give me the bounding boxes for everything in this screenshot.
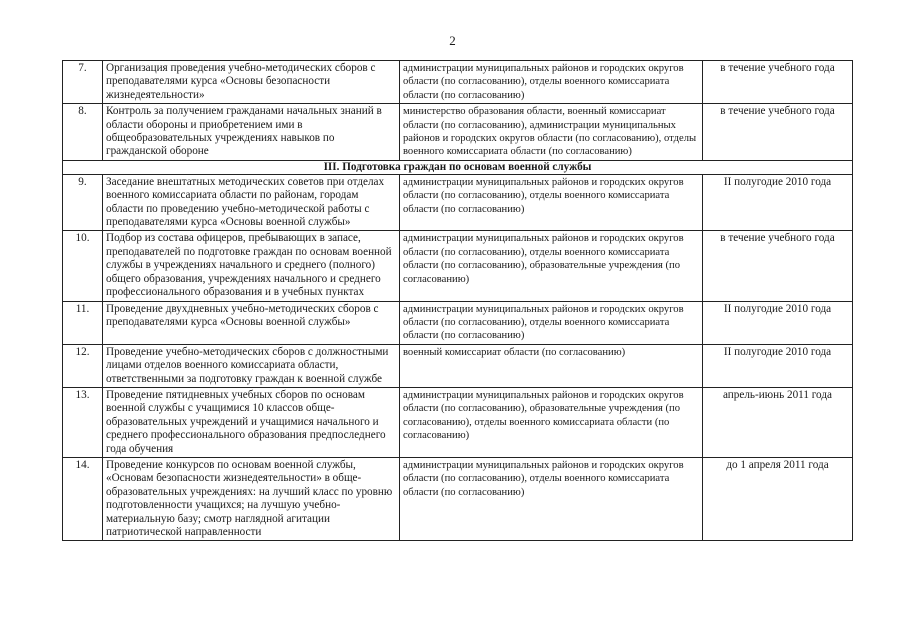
- responsible-cell: администрации муниципальных районов и городских округов области (по согласованию), отделы военного комиссариата области (по согласованию): [400, 301, 703, 344]
- table-row: [63, 174, 853, 231]
- responsible-cell: администрации муниципальных районов и городских округов области (по согласованию), отделы военного комиссариата области (по согласованию): [400, 61, 703, 104]
- table-row: [63, 231, 853, 301]
- term-cell: II полугодие 2010 года: [703, 174, 853, 231]
- term-cell: в течение учебного года: [703, 231, 853, 301]
- activity-cell: Проведение пятидневных учебных сборов по основам военной службы с учащимися 10 классов обще-образовательных учреждений и учащимися начального и среднего профессионального образования предпоследнего года обучения: [103, 387, 400, 457]
- responsible-cell: администрации муниципальных районов и городских округов области (по согласованию), отделы военного комиссариата области (по согласованию): [400, 174, 703, 231]
- row-number: 10.: [63, 231, 103, 301]
- table-row: [63, 61, 853, 104]
- activity-cell: Проведение двухдневных учебно-методических сборов с преподавателями курса «Основы военной службы»: [103, 301, 400, 344]
- table-body-after-section: [63, 174, 853, 541]
- activity-cell: Проведение конкурсов по основам военной службы, «Основам безопасности жизнедеятельности» в обще-образовательных учреждениях: на лучший класс по уровню подготовленности учащихся; на лучшую учебно-материальную базу; смотр наглядной агитации патриотической направленности: [103, 457, 400, 540]
- responsible-cell: администрации муниципальных районов и городских округов области (по согласованию), отделы военного комиссариата области (по согласованию), образовательные учреждения (по согласованию): [400, 231, 703, 301]
- activity-cell: Заседание внештатных методических советов при отделах военного комиссариата области по районам, городам области по проведению учебно-методической работы с преподавателями курса «Основы военной службы»: [103, 174, 400, 231]
- row-number: 14.: [63, 457, 103, 540]
- table-row: [63, 387, 853, 457]
- row-number: 12.: [63, 344, 103, 387]
- table-row: [63, 301, 853, 344]
- term-cell: II полугодие 2010 года: [703, 301, 853, 344]
- term-cell: в течение учебного года: [703, 61, 853, 104]
- table-row: [63, 457, 853, 540]
- activity-cell: Подбор из состава офицеров, пребывающих в запасе, преподавателей по подготовке граждан по основам военной службы в учреждениях начального и среднего (полного) общего образования, учреждениях начального и среднего профессионального образования и в учебных пунктах: [103, 231, 400, 301]
- section-header-row: [63, 160, 853, 174]
- activities-table: [62, 60, 853, 541]
- row-number: 7.: [63, 61, 103, 104]
- page-number: 2: [449, 33, 456, 48]
- table-body-before-section: [63, 61, 853, 161]
- section-header-body: [63, 160, 853, 174]
- term-cell: в течение учебного года: [703, 104, 853, 161]
- term-cell: до 1 апреля 2011 года: [703, 457, 853, 540]
- section-title: III. Подготовка граждан по основам военной службы: [63, 160, 853, 174]
- row-number: 13.: [63, 387, 103, 457]
- activity-cell: Контроль за получением гражданами начальных знаний в области обороны и приобретением ими в общеобразовательных учреждениях навыков по гражданской обороне: [103, 104, 400, 161]
- row-number: 8.: [63, 104, 103, 161]
- responsible-cell: министерство образования области, военный комиссариат области (по согласованию), администрации муниципальных районов и городских округов области (по согласованию), отделы военного комиссариата области (по согласованию): [400, 104, 703, 161]
- responsible-cell: военный комиссариат области (по согласованию): [400, 344, 703, 387]
- responsible-cell: администрации муниципальных районов и городских округов области (по согласованию), образовательные учреждения (по согласованию), отделы военного комиссариата области (по согласованию): [400, 387, 703, 457]
- activity-cell: Организация проведения учебно-методических сборов с преподавателями курса «Основы безопасности жизнедеятельности»: [103, 61, 400, 104]
- term-cell: II полугодие 2010 года: [703, 344, 853, 387]
- term-cell: апрель-июнь 2011 года: [703, 387, 853, 457]
- row-number: 9.: [63, 174, 103, 231]
- table-row: [63, 104, 853, 161]
- activity-cell: Проведение учебно-методических сборов с должностными лицами отделов военного комиссариата области, ответственными за подготовку граждан к военной службе: [103, 344, 400, 387]
- row-number: 11.: [63, 301, 103, 344]
- responsible-cell: администрации муниципальных районов и городских округов области (по согласованию), отделы военного комиссариата области (по согласованию): [400, 457, 703, 540]
- table-row: [63, 344, 853, 387]
